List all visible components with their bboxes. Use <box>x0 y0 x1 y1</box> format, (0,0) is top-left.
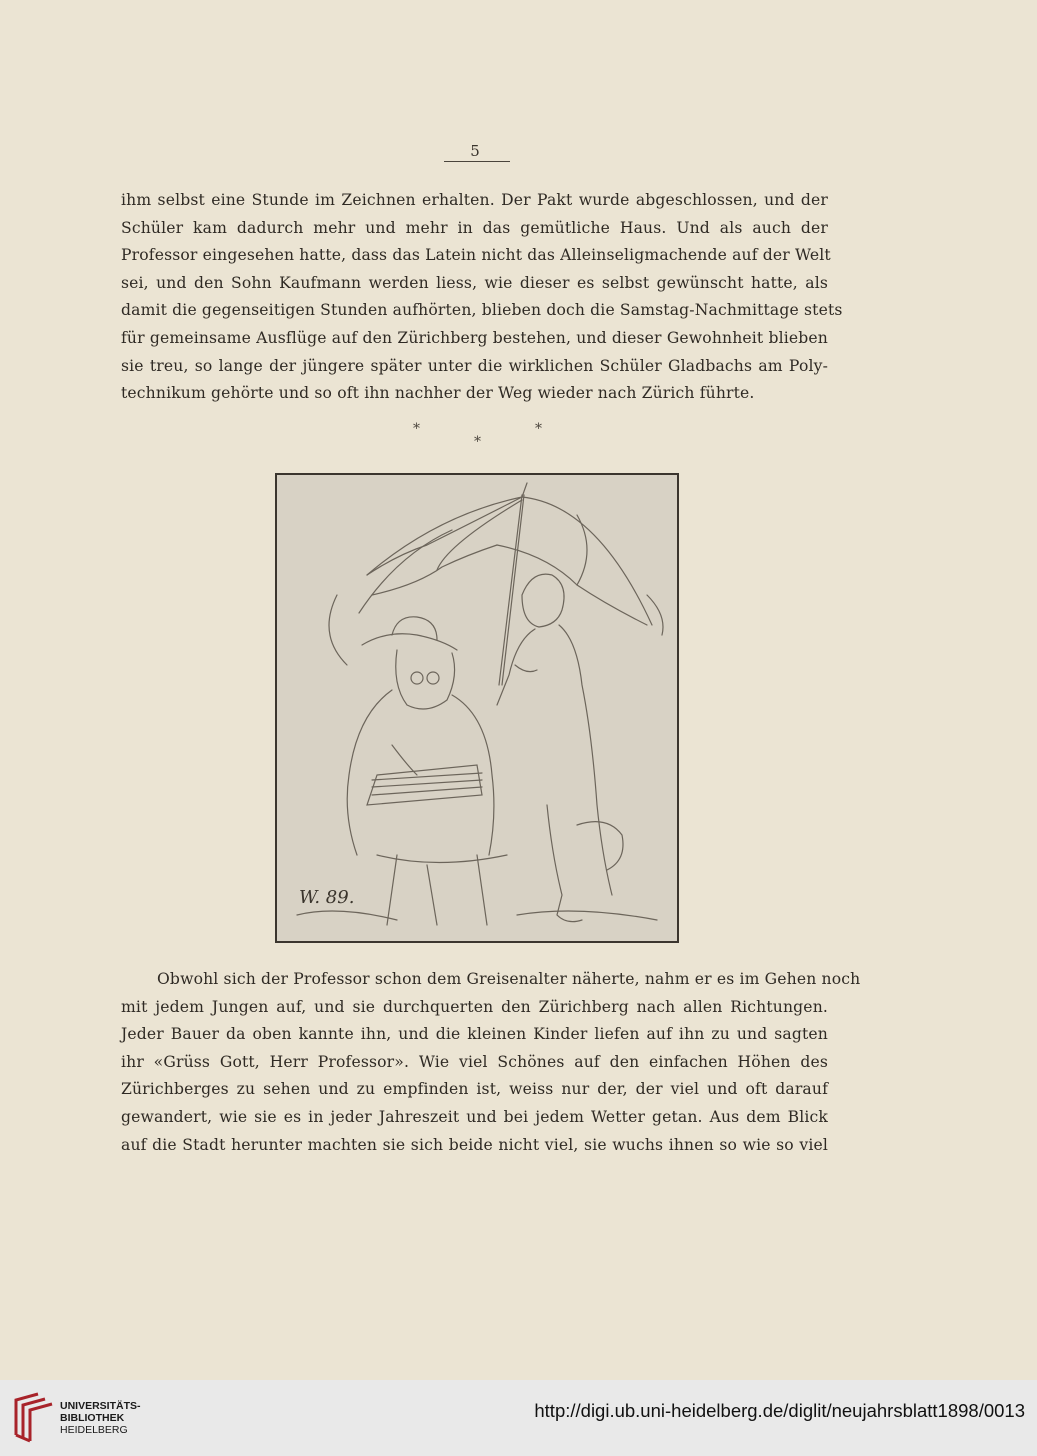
text-line: ihr «Grüss Gott, Herr Professor». Wie viel Schönes auf den einfachen Höhen des <box>121 1052 828 1071</box>
text-line: damit die gegenseitigen Stunden aufhörten, blieben doch die Samstag-Nachmittage stets <box>121 301 843 320</box>
text-line: auf die Stadt herunter machten sie sich beide nicht viel, sie wuchs ihnen so wie so viel <box>121 1135 828 1154</box>
text-line: Schüler kam dadurch mehr und mehr in das gemütliche Haus. Und als auch der <box>121 218 828 237</box>
text-line: mit jedem Jungen auf, und sie durchquerten den Zürichberg nach allen Richtungen. <box>121 997 828 1016</box>
library-name-line: UNIVERSITÄTS- <box>60 1400 141 1412</box>
sketch-illustration <box>275 473 679 943</box>
text-line: Zürichberges zu sehen und zu empfinden ist, weiss nur der, der viel und oft darauf <box>121 1080 828 1099</box>
text-line: ihm selbst eine Stunde im Zeichnen erhalten. Der Pakt wurde abgeschlossen, und der <box>121 191 828 209</box>
source-url-link[interactable]: http://digi.ub.uni-heidelberg.de/diglit/neujahrsblatt1898/0013 <box>534 1400 1025 1421</box>
text-line: für gemeinsame Ausflüge auf den Zürichberg bestehen, und dieser Gewohnheit blieben <box>121 328 828 347</box>
text-line: sei, und den Sohn Kaufmann werden liess, wie dieser es selbst gewünscht hatte, als <box>121 273 828 292</box>
sketch-signature: W. 89. <box>299 887 355 908</box>
pencil-sketch <box>277 475 677 941</box>
text-line: Professor eingesehen hatte, dass das Latein nicht das Alleinseligmachende auf der Welt <box>121 246 831 265</box>
library-name-line: HEIDELBERG <box>60 1424 128 1436</box>
university-library-logo <box>8 1390 58 1445</box>
text-line: gewandert, wie sie es in jeder Jahreszeit und bei jedem Wetter getan. Aus dem Blick <box>121 1107 828 1126</box>
text-line: Jeder Bauer da oben kannte ihn, und die kleinen Kinder liefen auf ihn zu und sagten <box>121 1025 828 1044</box>
section-asterisk: * <box>535 421 542 437</box>
text-line: technikum gehörte und so oft ihn nachher der Weg wieder nach Zürich führte. <box>121 384 755 403</box>
paragraph-2 <box>121 966 861 1159</box>
text-line: Obwohl sich der Professor schon dem Greisenalter näherte, nahm er es im Gehen noch <box>157 970 861 988</box>
section-asterisk: * <box>474 434 481 450</box>
paragraph-1 <box>121 187 843 408</box>
section-asterisk: * <box>413 421 420 437</box>
library-name-line: BIBLIOTHEK <box>60 1412 125 1424</box>
text-line: sie treu, so lange der jüngere später unter die wirklichen Schüler Gladbachs am Poly- <box>121 356 828 375</box>
library-name <box>60 1400 141 1436</box>
page-number-rule <box>444 161 510 162</box>
footer-bar <box>0 1380 1037 1456</box>
page-number: 5 <box>470 142 480 160</box>
